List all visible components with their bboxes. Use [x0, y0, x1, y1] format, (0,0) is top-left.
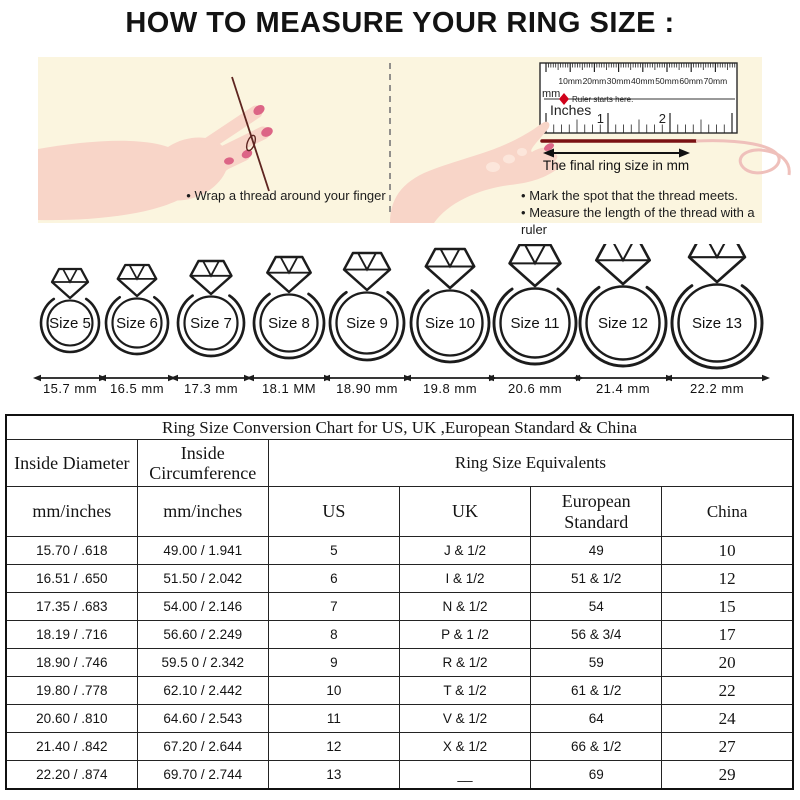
ruler-mm-scale-label: 40mm [630, 76, 655, 86]
ruler-start-label: Ruler starts here. [572, 95, 634, 104]
col-header-mm-inches-1: mm/inches [6, 487, 137, 537]
step-captions-mark-measure [521, 187, 783, 238]
table-title-row [6, 415, 793, 440]
cell: 6 [268, 565, 399, 593]
ring-size-label: Size 9 [346, 315, 388, 332]
ring-size-label: Size 12 [597, 315, 649, 332]
final-size-label: The final ring size in mm [542, 158, 690, 173]
step-caption-mark: • Mark the spot that the thread meets. [521, 188, 739, 203]
cell: 64 [531, 705, 662, 733]
step-caption-measure: • Measure the length of the thread with a ruler [521, 205, 755, 237]
cell: 17.35 / .683 [6, 593, 137, 621]
table-row [6, 761, 793, 790]
ring-size-9 [322, 253, 412, 396]
cell: 59.5 0 / 2.342 [137, 649, 268, 677]
ruler-mm-scale-label: 30mm [606, 76, 631, 86]
cell: 17 [662, 621, 793, 649]
cell: P & 1 /2 [399, 621, 530, 649]
col-header-us: US [268, 487, 399, 537]
cell: 16.51 / .650 [6, 565, 137, 593]
cell: 7 [268, 593, 399, 621]
ring-size-10 [403, 249, 497, 396]
ring-size-label: Size 6 [116, 315, 158, 332]
cell: 51 & 1/2 [531, 565, 662, 593]
ring-size-label: Size 5 [49, 315, 91, 332]
cell: I & 1/2 [399, 565, 530, 593]
ring-size-5 [33, 269, 107, 396]
cell: 19.80 / .778 [6, 677, 137, 705]
ring-size-6 [98, 265, 176, 396]
ruler-illustration [540, 63, 737, 133]
ring-diameter-label: 18.90 mm [336, 381, 398, 396]
cell: 10 [268, 677, 399, 705]
page-title: HOW TO MEASURE YOUR RING SIZE : [125, 7, 675, 39]
table-row [6, 537, 793, 565]
table-group-header-row [6, 440, 793, 487]
cell: 59 [531, 649, 662, 677]
cell: 27 [662, 733, 793, 761]
cell: 12 [662, 565, 793, 593]
ring-size-label: Size 8 [268, 315, 310, 332]
cell: 49.00 / 1.941 [137, 537, 268, 565]
diamond-icon [510, 245, 561, 286]
header-ring-size-equivalents: Ring Size Equivalents [268, 440, 793, 487]
col-header-mm-inches-2: mm/inches [137, 487, 268, 537]
cell: 64.60 / 2.543 [137, 705, 268, 733]
cell: 21.40 / .842 [6, 733, 137, 761]
table-row [6, 565, 793, 593]
cell: 62.10 / 2.442 [137, 677, 268, 705]
cell: 9 [268, 649, 399, 677]
cell: __ [399, 761, 530, 790]
bullet-icon: • [521, 205, 526, 220]
ruler-inch-scale-label: 1 [596, 111, 604, 126]
cell: 29 [662, 761, 793, 790]
ring-size-label: Size 11 [510, 315, 560, 332]
ring-diameter-label: 15.7 mm [42, 381, 98, 396]
table-row [6, 649, 793, 677]
bullet-icon: • [521, 188, 526, 203]
ruler-mm-scale-label: 10mm [558, 76, 583, 86]
ring-diameter-label: 16.5 mm [109, 381, 165, 396]
cell: 69.70 / 2.744 [137, 761, 268, 790]
cell: 56.60 / 2.249 [137, 621, 268, 649]
table-title: Ring Size Conversion Chart for US, UK ,European Standard & China [6, 415, 793, 440]
ruler-mm-scale-label: 50mm [655, 76, 679, 86]
ruler-inch-scale-label: 2 [658, 111, 666, 126]
diamond-icon [596, 244, 649, 284]
header-inside-diameter: Inside Diameter [6, 440, 137, 487]
ring-size-label: Size 7 [190, 315, 232, 332]
ring-size-label: Size 13 [691, 315, 743, 332]
col-header-china: China [662, 487, 793, 537]
cell: 67.20 / 2.644 [137, 733, 268, 761]
bullet-icon: • [186, 188, 191, 203]
table-row [6, 677, 793, 705]
cell: 15.70 / .618 [6, 537, 137, 565]
ring-diameter-label: 22.2 mm [689, 381, 745, 396]
ruler-mm-scale-label: 60mm [679, 76, 704, 86]
ring-size-label: Size 10 [424, 315, 476, 332]
cell: 5 [268, 537, 399, 565]
instruction-panel [38, 57, 762, 237]
cell: 22 [662, 677, 793, 705]
cell: 18.90 / .746 [6, 649, 137, 677]
table-column-header-row [6, 487, 793, 537]
ring-size-12 [572, 244, 674, 396]
cell: 54.00 / 2.146 [137, 593, 268, 621]
cell: 13 [268, 761, 399, 790]
cell: 24 [662, 705, 793, 733]
col-header-european: European Standard [531, 487, 662, 537]
table-row [6, 733, 793, 761]
cell: 54 [531, 593, 662, 621]
ring-diameter-label: 19.8 mm [422, 381, 478, 396]
cell: 20 [662, 649, 793, 677]
cell: 15 [662, 593, 793, 621]
cell: 12 [268, 733, 399, 761]
cell: 8 [268, 621, 399, 649]
step-caption-wrap-thread: • Wrap a thread around your finger [186, 188, 386, 203]
ring-diameter-label: 18.1 MM [261, 381, 317, 396]
cell: R & 1/2 [399, 649, 530, 677]
cell: J & 1/2 [399, 537, 530, 565]
cell: T & 1/2 [399, 677, 530, 705]
cell: 10 [662, 537, 793, 565]
ring-diameter-label: 17.3 mm [183, 381, 239, 396]
cell: 66 & 1/2 [531, 733, 662, 761]
col-header-uk: UK [399, 487, 530, 537]
final-size-arrow [543, 149, 690, 174]
cell: 61 & 1/2 [531, 677, 662, 705]
cell: 11 [268, 705, 399, 733]
ruler-mm-scale-label: 70mm [703, 76, 728, 86]
cell: V & 1/2 [399, 705, 530, 733]
table-row [6, 621, 793, 649]
ruler-mm-scale-label: 20mm [582, 76, 607, 86]
diamond-icon [689, 244, 745, 282]
cell: 49 [531, 537, 662, 565]
conversion-table [5, 414, 794, 790]
cell: 69 [531, 761, 662, 790]
ring-size-chart [0, 244, 800, 410]
table-row [6, 593, 793, 621]
cell: N & 1/2 [399, 593, 530, 621]
cell: X & 1/2 [399, 733, 530, 761]
cell: 51.50 / 2.042 [137, 565, 268, 593]
ruler-mm-unit-label: mm [542, 88, 561, 100]
ring-size-13 [664, 244, 770, 396]
ring-diameter-label: 20.6 mm [507, 381, 563, 396]
header-inside-circumference: Inside Circumference [137, 440, 268, 487]
table-row [6, 705, 793, 733]
cell: 22.20 / .874 [6, 761, 137, 790]
ring-size-11 [486, 245, 584, 396]
cell: 18.19 / .716 [6, 621, 137, 649]
cell: 20.60 / .810 [6, 705, 137, 733]
ring-size-8 [246, 257, 332, 396]
ring-size-7 [170, 261, 252, 396]
ruler-inches-unit-label: Inches [550, 102, 592, 118]
cell: 56 & 3/4 [531, 621, 662, 649]
ring-diameter-label: 21.4 mm [595, 381, 651, 396]
